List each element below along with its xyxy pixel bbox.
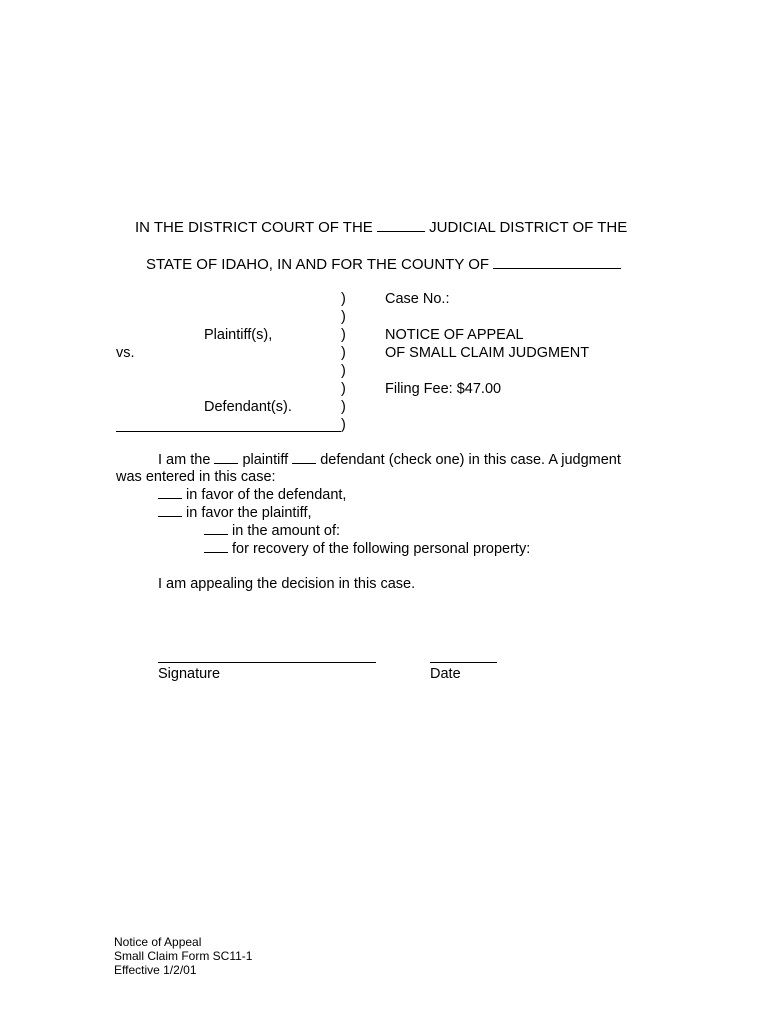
- favor-plaintiff-text: in favor the plaintiff,: [186, 505, 312, 521]
- i-am-the-text: I am the: [158, 452, 211, 468]
- notice-title-line-1: NOTICE OF APPEAL: [385, 327, 524, 343]
- court-heading-line-2: [146, 257, 621, 272]
- caption-paren: ): [341, 291, 346, 307]
- notice-title-line-2: OF SMALL CLAIM JUDGMENT: [385, 345, 590, 361]
- caption-paren: ): [341, 399, 346, 415]
- caption-paren: ): [341, 417, 346, 433]
- county-blank[interactable]: [493, 267, 621, 269]
- caption-paren: ): [341, 309, 346, 325]
- judicial-district-blank[interactable]: [377, 230, 425, 232]
- property-blank[interactable]: [204, 551, 228, 553]
- defendant-label: Defendant(s).: [204, 399, 292, 415]
- court-heading-line-1: [135, 220, 627, 235]
- party-selection-line: [158, 453, 621, 468]
- defendant-option-text: defendant (check one) in this case. A judgment: [320, 452, 621, 468]
- caption-paren: ): [341, 381, 346, 397]
- amount-blank[interactable]: [204, 533, 228, 535]
- option-property: [204, 542, 530, 557]
- favor-plaintiff-blank[interactable]: [158, 515, 182, 517]
- footer-form-number: Small Claim Form SC11-1: [114, 949, 253, 963]
- judgment-entered-text: was entered in this case:: [116, 469, 276, 485]
- plaintiff-option-text: plaintiff: [242, 452, 289, 468]
- favor-defendant-text: in favor of the defendant,: [186, 487, 347, 503]
- option-favor-defendant: [158, 488, 346, 503]
- vs-label: vs.: [116, 345, 135, 361]
- footer-effective-date: Effective 1/2/01: [114, 963, 197, 977]
- court-heading-pre: IN THE DISTRICT COURT OF THE: [135, 219, 373, 236]
- favor-defendant-blank[interactable]: [158, 497, 182, 499]
- caption-bottom-line: [116, 431, 341, 432]
- date-line[interactable]: [430, 662, 497, 663]
- county-heading: STATE OF IDAHO, IN AND FOR THE COUNTY OF: [146, 256, 490, 273]
- appeal-statement: I am appealing the decision in this case.: [158, 576, 416, 592]
- signature-line[interactable]: [158, 662, 376, 663]
- court-heading-post: JUDICIAL DISTRICT OF THE: [429, 219, 628, 236]
- plaintiff-label: Plaintiff(s),: [204, 327, 273, 343]
- plaintiff-check-blank[interactable]: [214, 462, 238, 464]
- caption-paren: ): [341, 363, 346, 379]
- caption-paren: ): [341, 327, 346, 343]
- footer-form-title: Notice of Appeal: [114, 935, 202, 949]
- option-amount: [204, 524, 340, 539]
- caption-paren: ): [341, 345, 346, 361]
- property-text: for recovery of the following personal property:: [232, 541, 531, 557]
- signature-label: Signature: [158, 666, 221, 682]
- defendant-check-blank[interactable]: [292, 462, 316, 464]
- case-no-label: Case No.:: [385, 291, 450, 307]
- option-favor-plaintiff: [158, 506, 312, 521]
- amount-text: in the amount of:: [232, 523, 341, 539]
- date-label: Date: [430, 666, 461, 682]
- filing-fee: Filing Fee: $47.00: [385, 381, 502, 397]
